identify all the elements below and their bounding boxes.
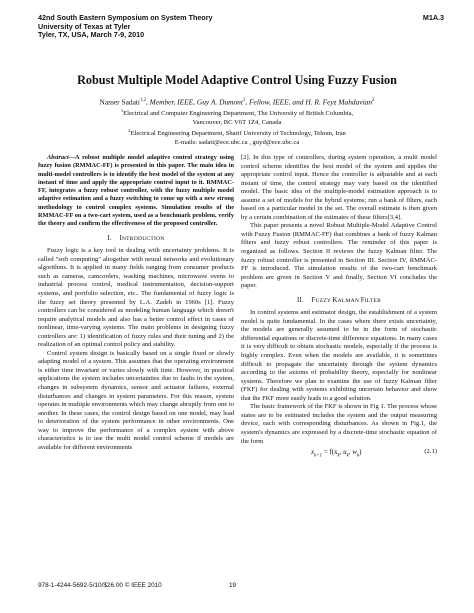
right-column: [241, 154, 437, 459]
conference-name: 42nd South Eastern Symposium on System Theory: [38, 13, 213, 22]
author-line: [0, 97, 474, 107]
abstract: [38, 154, 234, 229]
conference-header: [38, 14, 213, 40]
author-affiliation-mark: 1: [242, 98, 246, 103]
footer-isbn: 978-1-4244-5692-5/10/$26.00 © IEEE 2010: [38, 582, 162, 589]
paper-title: Robust Multiple Model Adaptive Control Using Fuzzy Fusion: [77, 73, 397, 87]
equation-2-1: [241, 447, 437, 459]
author-affiliation-mark: 1,2: [139, 98, 146, 103]
author-membership: , Fellow, IEEE, and H. R. Feyz Mahdavian: [245, 97, 373, 107]
conference-location-date: Tyler, TX, USA, March 7-9, 2010: [38, 30, 145, 40]
conference-venue: University of Texas at Tyler: [38, 21, 131, 31]
session-id: M1A.3: [422, 13, 444, 22]
abstract-text: —A robust multiple model adaptive control strategy using fuzzy fusion (RMMAC-FF) is presented in this paper. The main idea in multi-model controllers is to identify the best model of the system at any instant of time and apply the appropriate control input to it. RMMAC-FF, integrates a fuzzy robust controller, with the fuzzy multiple model adaptive estimation and a fuzzy switching to come up with a new strong methodology to control complex systems. Simulation results of the RMMAC-FF on a two-cart system, used as a benchmark problem, verify the theory and confirm the effectiveness of the proposed controller.: [38, 154, 234, 228]
equation-number: (2.1): [424, 448, 437, 456]
intro-paragraph-3: [2]. In this type of controllers, during system operation, a multi model control scheme identifies the best model of the system and applies the appropriate control input. Hence the controller is adjustable and at each instant of time, the control strategy may vary based on the identified model. The basic idea of the multiple-model estimation approach is to assume a set of models for the hybrid systems; run a bank of filters, each based on a particular model in the set. The overall estimate is then given by a certain combination of the estimates of these filters[3,4].: [241, 154, 437, 221]
intro-paragraph-4: This paper presents a novel Robust Multiple-Model Adaptive Control with Fuzzy Fusion (RMMAC-FF) that combines a bank of fuzzy Kalman filters and fuzzy robust controllers. The reminder of this paper is organized as follows. Section II reviews the fuzzy Kalman filter. The fuzzy robust controller is presented in Section III. Section IV, RMMAC-FF is introduced. The simulation results of the two-cart benchmark problem are given in Section V and finally, Section VI concludes the paper.: [241, 222, 437, 290]
fkf-paragraph-1: In control systems and estimator design, the establishment of a system model is quite fundamental. In the cases where there exists uncertainty, the models are generally assumed to be in the form of stochastic differential equations or discrete-time difference equations. In many cases it is very difficult to obtain stochastic models, especially if the process is highly complex. Even when the models are available, it is sometimes difficult to propagate the uncertainty through the system dynamics according to the axioms of probability theory, especially for nonlinear systems. Therefore we plan to examine the use of fuzzy Kalman filter (FKF) for dealing with systems exhibiting uncertain behavior and show that the FKF more easily leads to a good solution.: [241, 309, 437, 402]
author-name: Nasser Sadati: [99, 97, 140, 107]
author-affiliation-mark: 2: [372, 98, 375, 103]
equation-body: $x_{k+1} = f(x_k$, $u_k$, $w_k$): [311, 448, 362, 459]
author-membership: , Member, IEEE, Guy A. Dumont: [145, 97, 243, 107]
affiliations: [0, 107, 474, 147]
abstract-lead: Abstract: [47, 154, 69, 161]
section-heading-fuzzy-kalman-filter: II. FUZZY KALMAN FILTER: [296, 296, 382, 304]
intro-paragraph-2: Control system design is basically based on a single fixed or slowly adapting model of a system. This assumes that the operating environment is either time invariant or varies slowly with time. However, in practical applications the system includes uncertainties due to faults in the system, changes in subsystem dynamics, sensor and actuator failures, external disturbances and changes in system parameters. For this reason, system operates in multiple environments which may change abruptly from one to another. In these cases, the control design based on one model, may lead to deterioration of the system performance in other environments. One way to improve the performance of a complex system with above characteristics is to use the multi model control scheme if models are available for different environments: [38, 349, 234, 451]
page-number: 19: [229, 582, 237, 589]
affiliation-1: $^1$Electrical and Computer Engineering Department, The University of British Columbia,: [120, 108, 354, 118]
fkf-paragraph-2: The basic framework of the FKF is shown in Fig 1. The process whose states are to be estimated includes the system and the output measuring device, each with corresponding disturbances. As shown in Fig.1, the system's dynamics are expressed by a discrete-time stochastic equation of the form: [241, 403, 437, 445]
affiliation-2: $^2$Electrical Engineering Department, Sharif University of Technology, Tehran, Iran: [128, 128, 346, 138]
section-heading-introduction: I. INTRODUCTION: [107, 234, 165, 242]
intro-paragraph-1: Fuzzy logic is a key tool in dealing with uncertainty problems. It is called "soft computing" altogether with neural networks and evolutionary algorithms. It is applied in many fields ranging from consumer products such as cameras, camcorders, washing machines, microwave ovens to industrial process control, medical instrumentation, decision-support systems, and portfolio selection, etc.. The fundamental of fuzzy logic is the fuzzy set theory presented by L.A. Zadeh in 1960s [1]. Fuzzy controllers can be considered as modeling human language which doesn't require analytical models and also has a better control effect in cases of nonlinear, time-varying systems. The main problems in designing fuzzy controllers are: 1) identification of fuzzy rules and their tuning and 2) the realization of an optimal control policy and stability.: [38, 247, 234, 349]
affiliation-1-city: Vancouver, BC V6T 1Z4, Canada: [192, 118, 282, 126]
author-emails: E-mails: sadati@ece.ubc.ca , guyd@ece.ubc.ca: [174, 138, 300, 146]
left-column: [38, 154, 234, 452]
